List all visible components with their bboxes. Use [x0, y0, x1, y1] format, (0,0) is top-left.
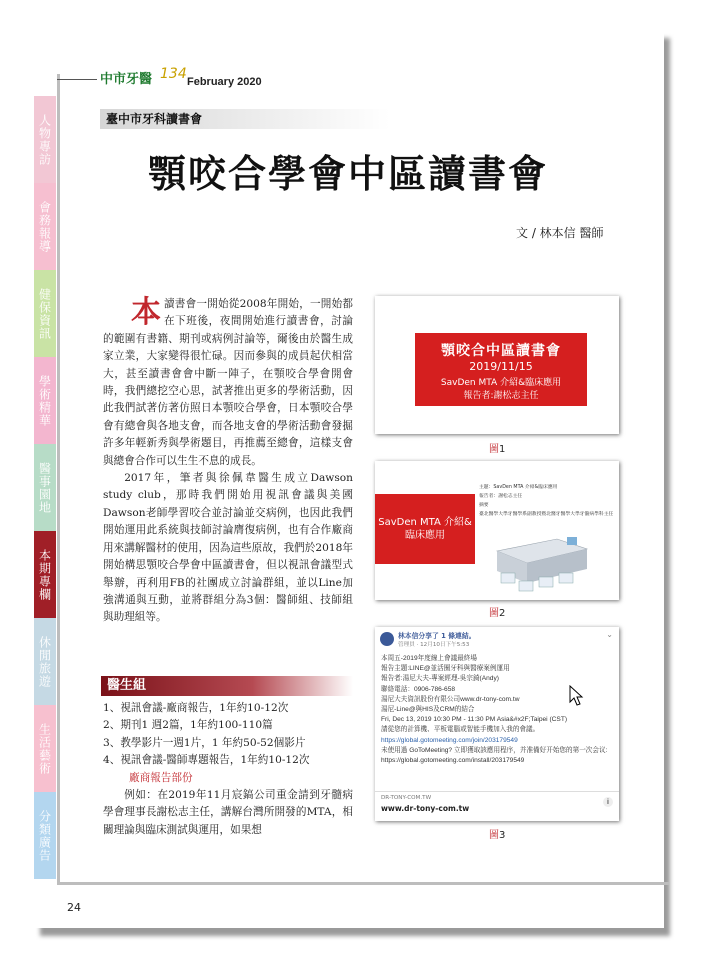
post-line: 報告者:湯尼大夫-專案經理-吳宗錡(Andy) [381, 675, 499, 683]
figure-1-date: 2019/11/15 [469, 360, 533, 373]
bullet: 報告者：謝松志主任 [479, 494, 523, 499]
side-tab[interactable]: 本期專欄 [34, 531, 56, 618]
post-line: Fri, Dec 13, 2019 10:30 PM - 11:30 PM Asia&#x2F;Taipei (CST) [381, 716, 568, 724]
info-icon[interactable]: i [603, 797, 613, 807]
link-preview-url[interactable]: www.dr-tony-com.tw [381, 804, 470, 813]
list-item: 3、教學影片一週1片，1 年約50-52個影片 [103, 736, 306, 749]
figure-2 [375, 461, 619, 600]
post-link[interactable]: https://global.gotomeeting.com/join/203179549 [381, 736, 518, 744]
list-item: 4、視訊會議-醫師專題報告，1年約10-12次 [103, 754, 310, 767]
side-tab[interactable]: 生活藝術 [34, 705, 56, 792]
figure-1 [375, 296, 619, 434]
post-line: 湯尼大夫資訊股份有限公司www.dr-tony-com.tw [381, 695, 520, 703]
drop-cap: 本 [131, 295, 161, 330]
post-line: 請從您的計算機、平板電腦或智能手機加入我的會議。 [381, 726, 540, 734]
paragraph-1 [103, 296, 353, 470]
figure-1-presenter: 報告者:謝松志主任 [463, 391, 539, 401]
post-line: 未使用過 GoToMeeting? 立即獲取該應用程序，并准備好开始您的第一次会议: https://global.gotomeeting.com/install/203179549 [381, 746, 608, 765]
mouse-cursor-icon [569, 685, 585, 707]
section-tag: 臺中市牙科讀書會 [100, 109, 390, 129]
vendor-report-heading: 廠商報告部份 [129, 771, 193, 784]
post-body [381, 654, 613, 766]
link-preview-domain: DR-TONY-COM.TW [381, 795, 432, 801]
caption-prefix: 圖 [489, 444, 499, 455]
post-line: 本周五-2019年度線上會議最終場 [381, 655, 477, 662]
avatar [380, 632, 394, 646]
caption-prefix: 圖 [489, 830, 499, 841]
figure-2-caption [489, 604, 505, 619]
issue-date: February 2020 [187, 76, 262, 88]
figure-1-title: 顎咬合中區讀書會 [441, 343, 561, 359]
bullet: 臺北醫學大學牙醫學系副教授暨北醫牙醫學大學牙髓病學科主任 [479, 512, 614, 517]
subsection-heading: 醫生組 [101, 676, 353, 696]
figure-3-caption [489, 826, 505, 841]
side-tabs [34, 96, 56, 879]
product-photo-icon [487, 523, 597, 595]
post-line: 湯尼-Line@與HIS及CRM的結合 [381, 706, 475, 714]
article-body [103, 296, 353, 627]
figure-2-bullets [479, 483, 615, 519]
issue-number: 134 [160, 66, 187, 82]
caption-prefix: 圖 [489, 608, 499, 619]
link-preview-divider [375, 791, 619, 792]
bullet: 摘要 [479, 503, 489, 508]
post-line: 聯絡電話：0906-786-658 [381, 685, 456, 693]
paragraph-1-text: 讀書會一開始從2008年開始，一開始都在下班後，夜間開始進行讀書會，討論的範圍有書籍、期刊或病例討論等，爾後由於醫生成家立業，大家變得很忙碌。因而參與的成員起伏相當大，甚至讀書會會中斷一陣子，在顎咬合學會開會時，我們總挖空心思，試著推出更多的學術活動，因此我們試著仿著仿照日本顎咬合學會，日本顎咬合學會有總會與各地支會，而各地支會的學術活動會發掘許多年輕新秀與學術題目，再推薦至總會，這樣支會與總會合作可以生生不息的成長。 [103, 298, 353, 467]
doctor-group-list [103, 700, 353, 839]
figure-2-red-panel [375, 494, 475, 564]
caption-number: 3 [499, 830, 506, 841]
caption-number: 2 [499, 608, 506, 619]
bottom-rule [57, 882, 669, 885]
list-item: 2、期刊1 週2篇，1年約100-110篇 [103, 719, 273, 732]
paragraph-2: 2017年，筆者與徐佩韋醫生成立Dawson study club，那時我們開始用視訊會議與美國Dawson老師學習咬合並討論並交病例，也因此我們開始運用此系統與技師討論膺復病例，也有合作廠商用來講解醫材的使用，因為這些原故，我們於2018年開始構思顎咬合學會中區讀書會，但以視訊會議型式舉辦，再利用FB的社團成立討論群組，並以Line加強溝通與互動，並將群組分為3個：醫師組、技師組與助理組等。 [103, 472, 353, 624]
post-author: 林本信分享了 1 條連結。 [398, 632, 476, 640]
side-tab[interactable]: 健保資訊 [34, 270, 56, 357]
header-rule [57, 79, 97, 80]
byline: 文 / 林本信 醫師 [516, 226, 604, 240]
figure-3 [375, 627, 619, 821]
side-tab[interactable]: 醫事園地 [34, 444, 56, 531]
side-tab[interactable]: 學術精華 [34, 357, 56, 444]
page-title: 顎咬合學會中區讀書會 [148, 152, 549, 196]
figure-1-banner [415, 333, 587, 406]
caption-number: 1 [499, 444, 506, 455]
figure-1-topic: SavDen MTA 介紹&臨床應用 [440, 378, 562, 388]
magazine-name: 中市牙醫 [100, 72, 153, 87]
figure-1-caption [489, 440, 505, 455]
figure-2-red-text: SavDen MTA 介紹&臨床應用 [378, 517, 472, 541]
post-meta: 管理員 · 12月10日下午5:53 [398, 642, 470, 648]
bullet: 主題：SavDen MTA 介紹&臨床應用 [479, 485, 558, 490]
page-number: 24 [67, 901, 81, 914]
side-tab[interactable]: 休閒旅遊 [34, 618, 56, 705]
side-tab[interactable]: 分類廣告 [34, 792, 56, 879]
vendor-report-text: 例如：在2019年11月宸鎬公司重金請到牙髓病學會理事長謝松志主任，講解台灣所開發的MTA，相關理論與臨床測試與運用，如果想 [103, 789, 353, 836]
post-line: 報告主題:LINE@並活圈牙科與醫療案例運用 [381, 665, 510, 673]
left-rule [57, 74, 60, 884]
chevron-down-icon[interactable]: ⌄ [606, 630, 613, 639]
side-tab[interactable]: 會務報導 [34, 183, 56, 270]
list-item: 1、視訊會議-廠商報告，1年約10-12次 [103, 702, 289, 714]
side-tab[interactable]: 人物專訪 [34, 96, 56, 183]
